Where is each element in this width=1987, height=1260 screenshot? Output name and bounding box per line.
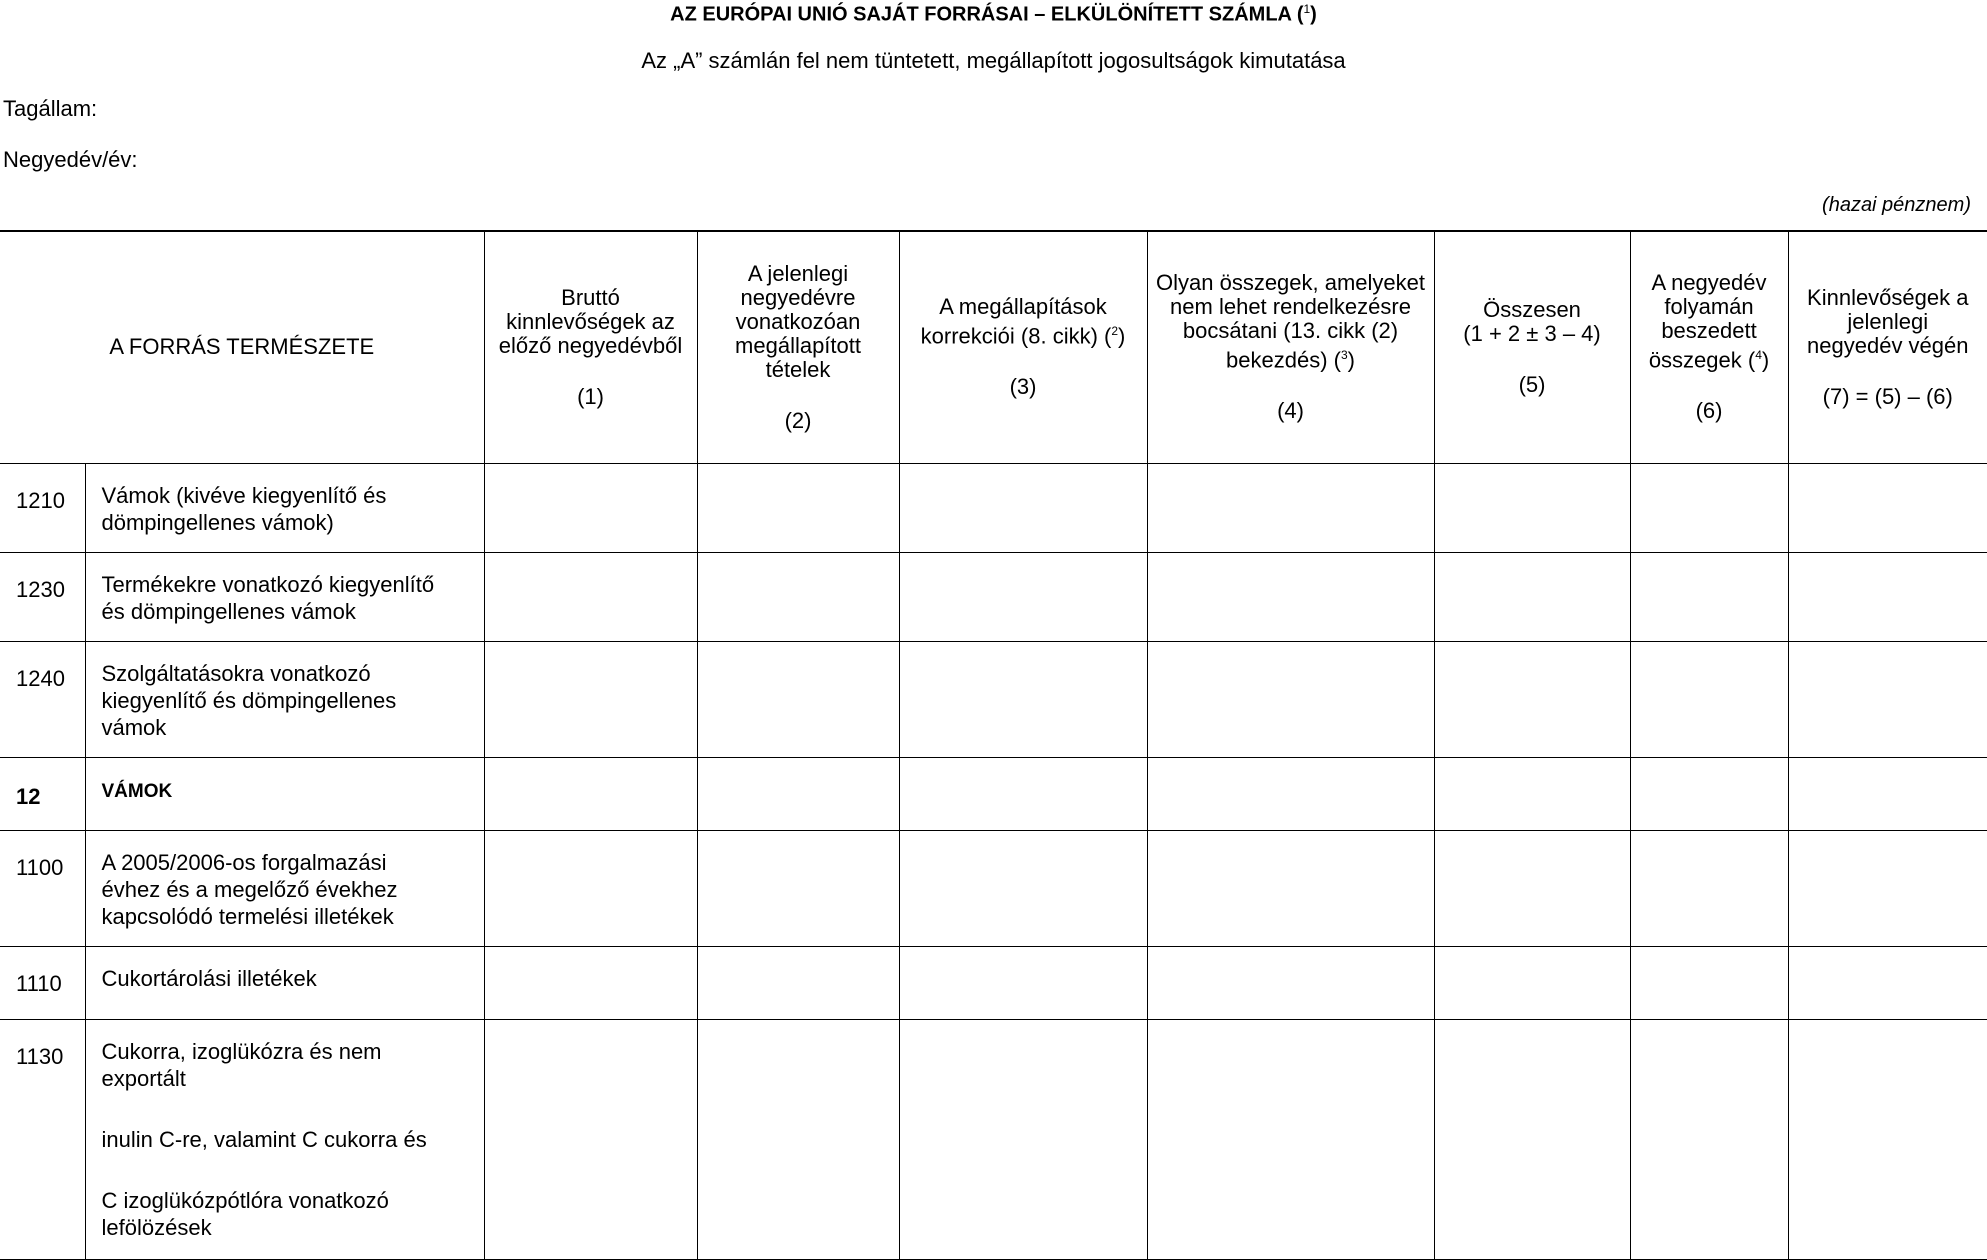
amount-cell[interactable] <box>1630 1019 1788 1259</box>
row-code: 12 <box>0 757 85 830</box>
amount-cell[interactable] <box>1147 641 1434 757</box>
amount-cell[interactable] <box>1788 463 1987 552</box>
amount-cell[interactable] <box>1147 463 1434 552</box>
header-nature: A FORRÁS TERMÉSZETE <box>0 231 484 463</box>
row-description: Szolgáltatásokra vonatkozó kiegyenlítő és dömpingellenes vámok <box>85 641 484 757</box>
amount-cell[interactable] <box>1630 641 1788 757</box>
table-row <box>0 1019 1987 1259</box>
amount-cell[interactable] <box>1788 1019 1987 1259</box>
amount-cell[interactable] <box>1147 830 1434 946</box>
row-code: 1240 <box>0 641 85 757</box>
amount-cell[interactable] <box>1788 641 1987 757</box>
amount-cell[interactable] <box>697 830 899 946</box>
header-row <box>0 231 1987 463</box>
row-description: VÁMOK <box>85 757 484 830</box>
amount-cell[interactable] <box>1147 946 1434 1019</box>
member-state-label: Tagállam: <box>3 96 98 121</box>
amount-cell[interactable] <box>1434 946 1630 1019</box>
row-description: A 2005/2006-os forgalmazási évhez és a megelőző évekhez kapcsolódó termelési illetékek <box>85 830 484 946</box>
currency-note: (hazai pénznem) <box>1822 194 1971 216</box>
amount-cell[interactable] <box>1630 830 1788 946</box>
row-code: 1110 <box>0 946 85 1019</box>
amount-cell[interactable] <box>484 757 697 830</box>
amount-cell[interactable] <box>1630 463 1788 552</box>
table-row-subtotal <box>0 757 1987 830</box>
amount-cell[interactable] <box>484 641 697 757</box>
amount-cell[interactable] <box>899 830 1147 946</box>
amount-cell[interactable] <box>697 641 899 757</box>
form-title: AZ EURÓPAI UNIÓ SAJÁT FORRÁSAI – ELKÜLÖNÍTETT SZÁMLA ($^1$) <box>670 2 1317 26</box>
row-code: 1100 <box>0 830 85 946</box>
entitlements-table <box>0 230 1987 1260</box>
amount-cell[interactable] <box>1434 463 1630 552</box>
row-description: Vámok (kivéve kiegyenlítő és dömpingellenes vámok) <box>85 463 484 552</box>
amount-cell[interactable] <box>1147 552 1434 641</box>
amount-cell[interactable] <box>697 1019 899 1259</box>
row-code: 1130 <box>0 1019 85 1259</box>
amount-cell[interactable] <box>484 1019 697 1259</box>
header-col-5: Összesen (1 + 2 ± 3 – 4) (5) <box>1434 231 1630 463</box>
header-col-7: Kinnlevőségek a jelenlegi negyedév végén (7) = (5) – (6) <box>1788 231 1987 463</box>
amount-cell[interactable] <box>899 946 1147 1019</box>
table-row <box>0 552 1987 641</box>
amount-cell[interactable] <box>484 463 697 552</box>
amount-cell[interactable] <box>1788 830 1987 946</box>
row-description: Cukortárolási illetékek <box>85 946 484 1019</box>
header-col-2: A jelenlegi negyedévre vonatkozóan megállapított tételek (2) <box>697 231 899 463</box>
form-subtitle: Az „A” számlán fel nem tüntetett, megállapított jogosultságok kimutatása <box>641 48 1346 73</box>
amount-cell[interactable] <box>697 463 899 552</box>
table-row <box>0 463 1987 552</box>
amount-cell[interactable] <box>1434 552 1630 641</box>
table-row <box>0 946 1987 1019</box>
row-description: Cukorra, izoglükózra és nem exportált inulin C-re, valamint C cukorra és C izoglükózpótlóra vonatkozó lefölözések <box>85 1019 484 1259</box>
footnote-ref: 1 <box>1303 2 1311 16</box>
amount-cell[interactable] <box>484 946 697 1019</box>
amount-cell[interactable] <box>697 552 899 641</box>
table-row <box>0 641 1987 757</box>
amount-cell[interactable] <box>1434 641 1630 757</box>
amount-cell[interactable] <box>899 757 1147 830</box>
amount-cell[interactable] <box>1434 1019 1630 1259</box>
row-description: Termékekre vonatkozó kiegyenlítő és dömpingellenes vámok <box>85 552 484 641</box>
amount-cell[interactable] <box>484 830 697 946</box>
amount-cell[interactable] <box>1630 552 1788 641</box>
header-col-4: Olyan összegek, amelyeket nem lehet rendelkezésre bocsátani (13. cikk (2) bekezdés) ($^3$) (4) <box>1147 231 1434 463</box>
amount-cell[interactable] <box>899 1019 1147 1259</box>
row-code: 1230 <box>0 552 85 641</box>
amount-cell[interactable] <box>1630 757 1788 830</box>
amount-cell[interactable] <box>899 552 1147 641</box>
amount-cell[interactable] <box>1630 946 1788 1019</box>
table-row <box>0 830 1987 946</box>
amount-cell[interactable] <box>697 757 899 830</box>
amount-cell[interactable] <box>1147 757 1434 830</box>
header-col-3: A megállapítások korrekciói (8. cikk) ($^2$) (3) <box>899 231 1147 463</box>
amount-cell[interactable] <box>1788 552 1987 641</box>
amount-cell[interactable] <box>899 641 1147 757</box>
row-code: 1210 <box>0 463 85 552</box>
amount-cell[interactable] <box>1434 830 1630 946</box>
amount-cell[interactable] <box>484 552 697 641</box>
amount-cell[interactable] <box>1788 946 1987 1019</box>
amount-cell[interactable] <box>899 463 1147 552</box>
amount-cell[interactable] <box>1434 757 1630 830</box>
amount-cell[interactable] <box>1147 1019 1434 1259</box>
header-col-6: A negyedév folyamán beszedett összegek ($^4$) (6) <box>1630 231 1788 463</box>
quarter-year-label: Negyedév/év: <box>3 147 138 172</box>
amount-cell[interactable] <box>697 946 899 1019</box>
amount-cell[interactable] <box>1788 757 1987 830</box>
header-col-1: Bruttó kinnlevőségek az előző negyedévből (1) <box>484 231 697 463</box>
